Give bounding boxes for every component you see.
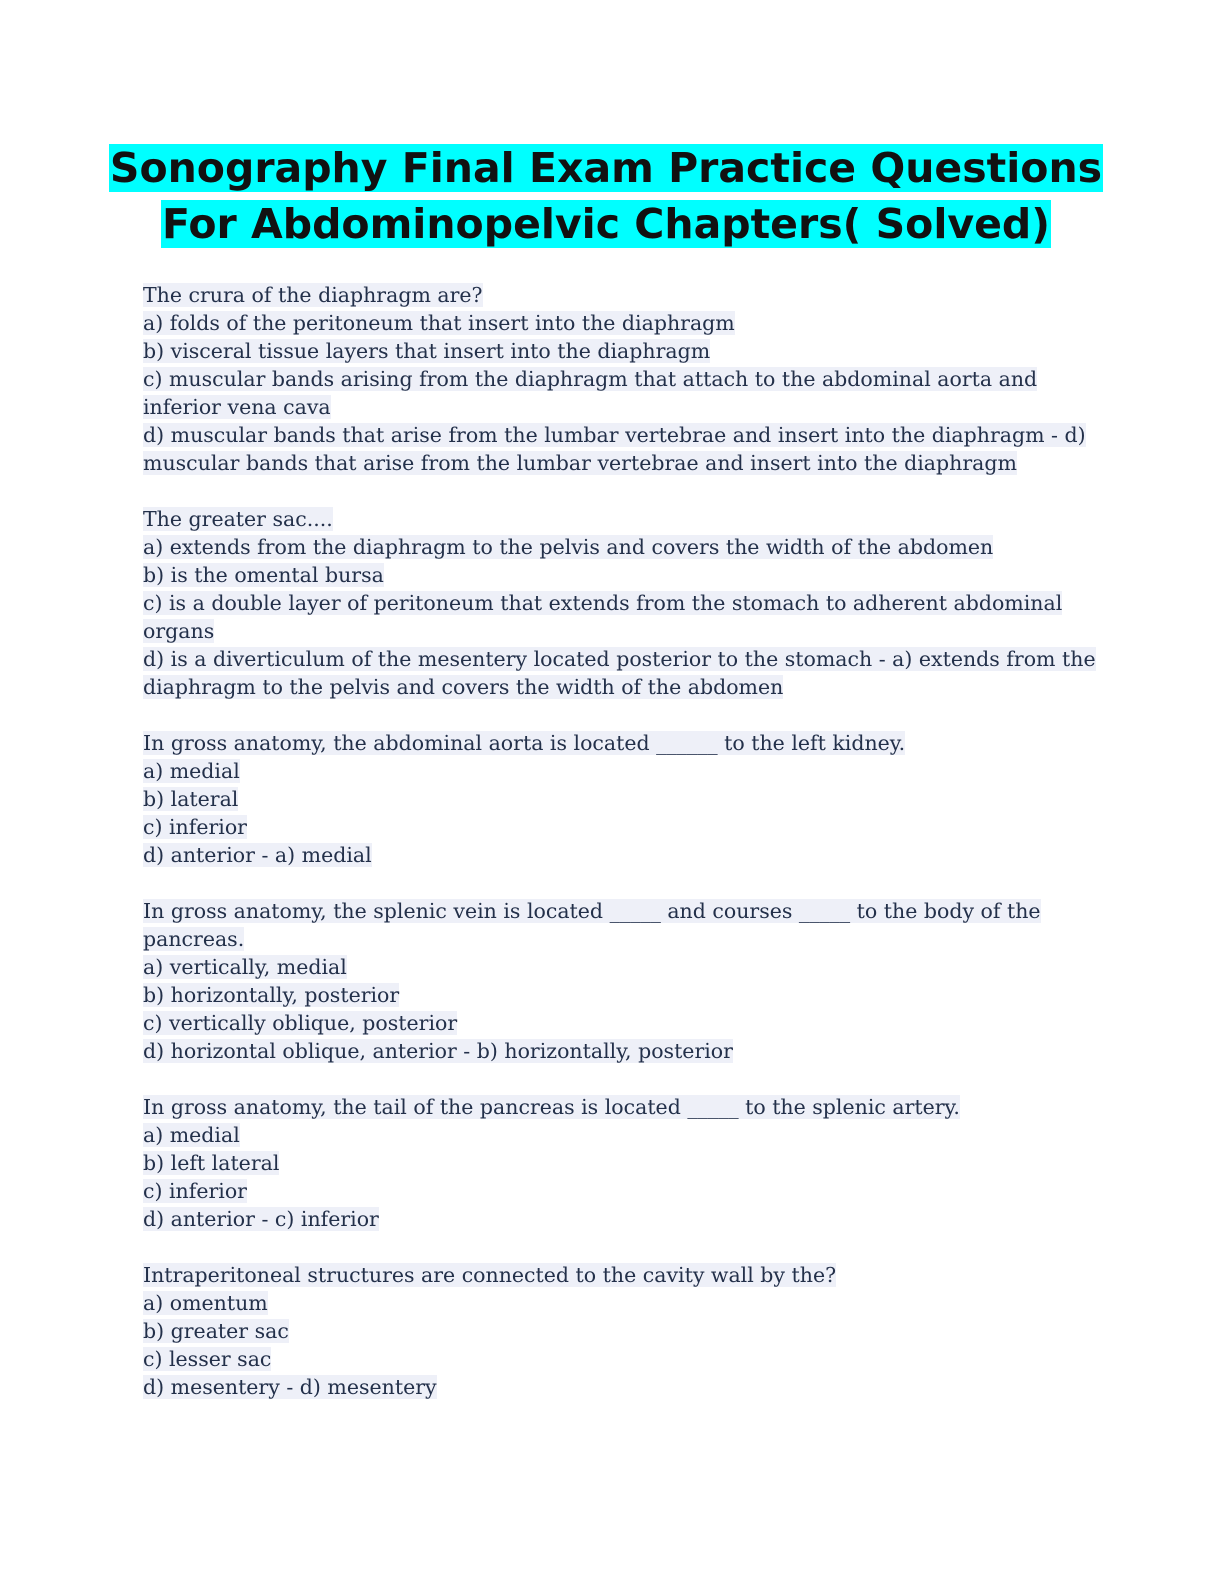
line-text: organs	[143, 619, 215, 643]
document-title	[100, 140, 1112, 252]
title-line-2: For Abdominopelvic Chapters( Solved)	[161, 200, 1050, 248]
question-text	[143, 1093, 1083, 1121]
line-text: inferior vena cava	[143, 395, 331, 419]
line-text: c) muscular bands arising from the diaphragm that attach to the abdominal aorta and	[143, 367, 1038, 391]
answer-line	[143, 1121, 1083, 1149]
question-text	[143, 505, 1083, 533]
answer-line	[143, 1317, 1083, 1345]
line-text: a) vertically, medial	[143, 955, 347, 979]
line-text: a) medial	[143, 759, 240, 783]
answer-line	[143, 953, 1083, 981]
answer-line	[143, 1345, 1083, 1373]
answer-line	[143, 1149, 1083, 1177]
answer-line	[143, 393, 1083, 421]
answer-line	[143, 449, 1083, 477]
answer-line	[143, 617, 1083, 645]
answer-line	[143, 757, 1083, 785]
line-text: In gross anatomy, the splenic vein is located _____ and courses _____ to the body of the	[143, 899, 1041, 923]
answer-line	[143, 1009, 1083, 1037]
question-block	[143, 1261, 1083, 1401]
line-text: d) anterior - c) inferior	[143, 1207, 379, 1231]
answer-line	[143, 309, 1083, 337]
line-text: The greater sac....	[143, 507, 333, 531]
answer-line	[143, 589, 1083, 617]
question-text	[143, 281, 1083, 309]
answer-line	[143, 1037, 1083, 1065]
line-text: In gross anatomy, the abdominal aorta is located ______ to the left kidney.	[143, 731, 906, 755]
line-text: In gross anatomy, the tail of the pancreas is located _____ to the splenic artery.	[143, 1095, 960, 1119]
line-text: d) anterior - a) medial	[143, 843, 372, 867]
line-text: d) mesentery - d) mesentery	[143, 1375, 437, 1399]
question-block	[143, 729, 1083, 869]
answer-line	[143, 981, 1083, 1009]
line-text: b) is the omental bursa	[143, 563, 384, 587]
line-text: b) lateral	[143, 787, 239, 811]
answer-line	[143, 561, 1083, 589]
question-text	[143, 1261, 1083, 1289]
line-text: b) horizontally, posterior	[143, 983, 400, 1007]
line-text: d) muscular bands that arise from the lumbar vertebrae and insert into the diaphragm - d)	[143, 423, 1086, 447]
line-text: c) inferior	[143, 1179, 247, 1203]
question-block	[143, 897, 1083, 1065]
line-text: pancreas.	[143, 927, 245, 951]
question-block	[143, 1093, 1083, 1233]
answer-line	[143, 1205, 1083, 1233]
line-text: a) folds of the peritoneum that insert into the diaphragm	[143, 311, 735, 335]
line-text: d) horizontal oblique, anterior - b) horizontally, posterior	[143, 1039, 733, 1063]
answer-line	[143, 673, 1083, 701]
question-text	[143, 729, 1083, 757]
question-block	[143, 505, 1096, 701]
title-line-1: Sonography Final Exam Practice Questions	[109, 144, 1103, 192]
line-text: a) extends from the diaphragm to the pelvis and covers the width of the abdomen	[143, 535, 994, 559]
answer-line	[143, 813, 1083, 841]
question-text	[143, 897, 1083, 925]
answer-line	[143, 645, 1096, 673]
line-text: c) lesser sac	[143, 1347, 272, 1371]
answer-line	[143, 533, 1083, 561]
answer-line	[143, 1177, 1083, 1205]
line-text: muscular bands that arise from the lumbar vertebrae and insert into the diaphragm	[143, 451, 1017, 475]
question-list	[143, 281, 1096, 1429]
line-text: d) is a diverticulum of the mesentery located posterior to the stomach - a) extends from the	[143, 647, 1096, 671]
line-text: c) is a double layer of peritoneum that extends from the stomach to adherent abdominal	[143, 591, 1063, 615]
line-text: b) greater sac	[143, 1319, 289, 1343]
line-text: a) omentum	[143, 1291, 268, 1315]
answer-line	[143, 1373, 1083, 1401]
answer-line	[143, 785, 1083, 813]
answer-line	[143, 365, 1083, 393]
answer-line	[143, 925, 1083, 953]
question-block	[143, 281, 1086, 477]
answer-line	[143, 337, 1083, 365]
line-text: b) left lateral	[143, 1151, 280, 1175]
answer-line	[143, 421, 1086, 449]
line-text: Intraperitoneal structures are connected to the cavity wall by the?	[143, 1263, 837, 1287]
line-text: c) vertically oblique, posterior	[143, 1011, 458, 1035]
line-text: a) medial	[143, 1123, 240, 1147]
answer-line	[143, 1289, 1083, 1317]
line-text: b) visceral tissue layers that insert into the diaphragm	[143, 339, 711, 363]
line-text: c) inferior	[143, 815, 247, 839]
line-text: diaphragm to the pelvis and covers the width of the abdomen	[143, 675, 784, 699]
answer-line	[143, 841, 1083, 869]
line-text: The crura of the diaphragm are?	[143, 283, 483, 307]
